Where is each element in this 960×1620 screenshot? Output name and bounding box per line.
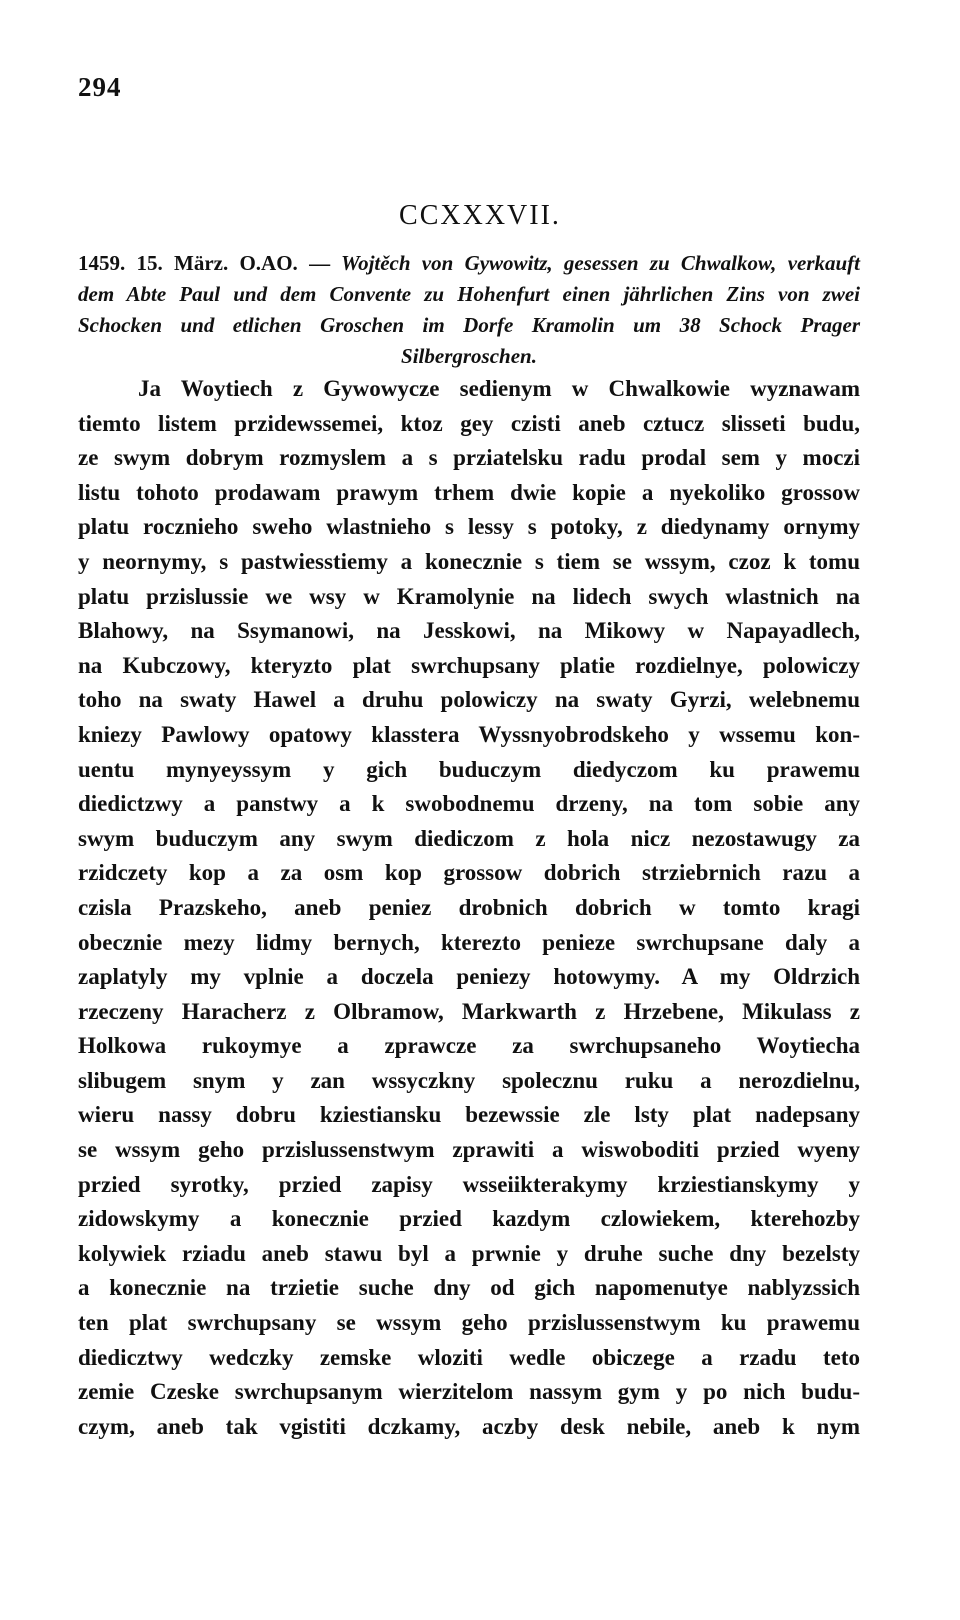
body-line: Ja Woytiech z Gywowycze sedienym w Chwalkowie wyznawam xyxy=(138,376,860,401)
body-line: platu przislussie we wsy w Kramolynie na lidech swych wlastnich na xyxy=(78,583,860,609)
body-line: diedictzwy a panstwy a k swobodnemu drzeny, na tom sobie any xyxy=(78,791,860,817)
body-line: zidowskymy a konecznie przied kazdym czlowiekem, kterehozby xyxy=(78,1206,860,1232)
body-line: a konecznie na trzietie suche dny od gich napomenutye nablyzssich xyxy=(78,1275,860,1301)
body-line: toho na swaty Hawel a druhu polowiczy na swaty Gyrzi, welebnemu xyxy=(78,687,860,713)
body-line: se wssym geho przislussenstwym zprawiti a wiswoboditi przied wyeny xyxy=(78,1137,860,1163)
body-line: zemie Czeske swrchupsanym wierzitelom nassym gym y po nich budu- xyxy=(78,1379,860,1405)
document-body xyxy=(78,372,860,1444)
body-line: obecznie mezy lidmy bernych, kterezto penieze swrchupsane daly a xyxy=(78,929,860,955)
body-line: czym, aneb tak vgistiti dczkamy, aczby desk nebile, aneb k nym xyxy=(78,1413,860,1439)
body-line: slibugem snym y zan wssyczkny spolecznu ruku a nerozdielnu, xyxy=(78,1067,860,1093)
summary-text: Wojtěch von Gywowitz, gesessen zu Chwalkow, verkauft xyxy=(340,251,861,275)
body-line: rzidczety kop a za osm kop grossow dobrich strziebrnich razu a xyxy=(78,860,860,886)
body-line: ten plat swrchupsany se wssym geho przislussenstwym ku prawemu xyxy=(78,1310,860,1336)
summary-line: dem Abte Paul und dem Convente zu Hohenfurt einen jährlichen Zins von zwei xyxy=(78,282,860,306)
body-line: wieru nassy dobru kziestiansku bezewssie zle lsty plat nadepsany xyxy=(78,1102,860,1128)
summary-date: 1459. 15. März. O.AO. — xyxy=(78,251,331,275)
summary-line: Schocken und etlichen Groschen im Dorfe Kramolin um 38 Schock Prager xyxy=(78,313,860,337)
body-line: tiemto listem przidewssemei, ktoz gey czisti aneb cztucz slisseti budu, xyxy=(78,410,860,436)
body-line: na Kubczowy, kteryzto plat swrchupsany platie rozdielnye, polowiczy xyxy=(78,652,860,678)
summary-line xyxy=(78,248,860,279)
body-line: swym buduczym any swym diediczom z hola nicz nezostawugy za xyxy=(78,825,860,851)
document-number: CCXXXVII. xyxy=(399,200,561,231)
body-line: platu rocznieho sweho wlastnieho s lessy s potoky, z diedynamy ornymy xyxy=(78,514,860,540)
body-line: uentu mynyeyssym y gich buduczym diedyczom ku prawemu xyxy=(78,756,860,782)
body-line: kolywiek rziadu aneb stawu byl a prwnie y druhe suche dny bezelsty xyxy=(78,1240,860,1266)
body-line: przied syrotky, przied zapisy wsseiikterakymy krziestianskymy y xyxy=(78,1171,860,1197)
body-line: ze swym dobrym rozmyslem a s prziatelsku radu prodal sem y moczi xyxy=(78,445,860,471)
body-line: diedicztwy wedczky zemske wloziti wedle obiczege a rzadu teto xyxy=(78,1344,860,1370)
body-line: kniezy Pawlowy opatowy klasstera Wyssnyobrodskeho y wssemu kon- xyxy=(78,721,860,747)
document-summary xyxy=(78,248,860,372)
body-line: Blahowy, na Ssymanowi, na Jesskowi, na Mikowy w Napayadlech, xyxy=(78,618,860,644)
summary-line: Silbergroschen. xyxy=(401,344,537,368)
body-line: Holkowa rukoymye a zprawcze za swrchupsaneho Woytiecha xyxy=(78,1033,860,1059)
body-line: zaplatyly my vplnie a doczela peniezy hotowymy. A my Oldrzich xyxy=(78,964,860,990)
page-number: 294 xyxy=(78,72,122,102)
body-line: rzeczeny Haracherz z Olbramow, Markwarth z Hrzebene, Mikulass z xyxy=(78,998,860,1024)
body-line: czisla Prazskeho, aneb peniez drobnich dobrich w tomto kragi xyxy=(78,894,860,920)
body-line: y neornymy, s pastwiesstiemy a konecznie s tiem se wssym, czoz k tomu xyxy=(78,548,860,574)
body-line: listu tohoto prodawam prawym trhem dwie kopie a nyekoliko grossow xyxy=(78,479,860,505)
